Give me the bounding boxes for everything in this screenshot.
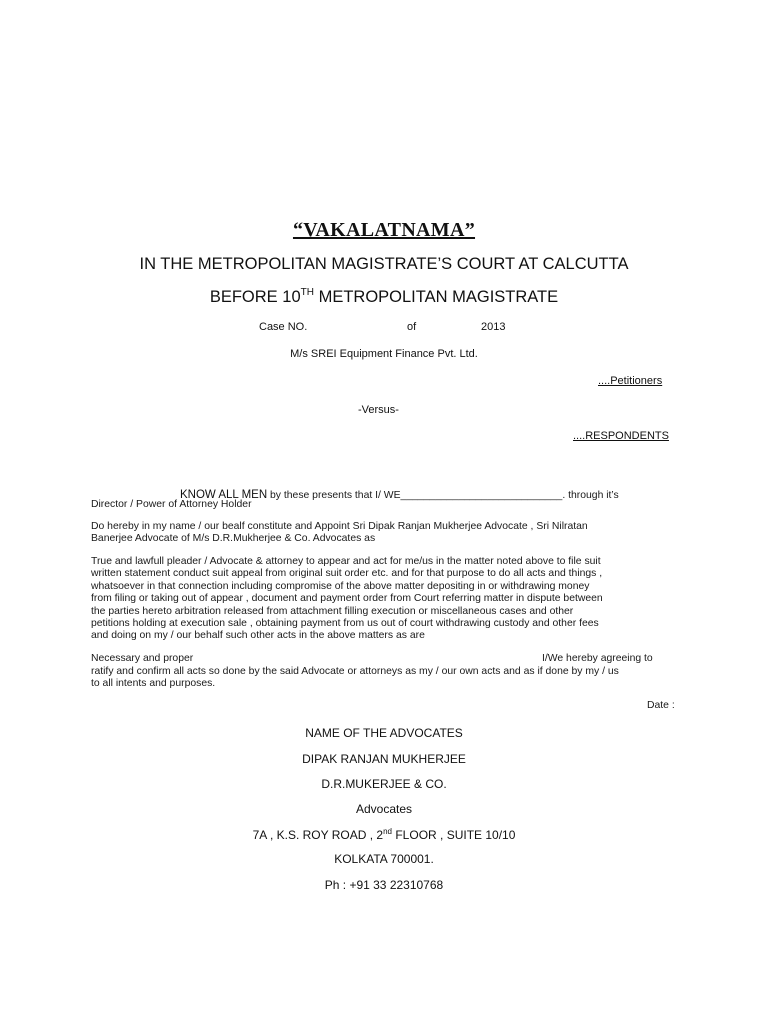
ratify-line: to all intents and purposes.	[91, 678, 216, 690]
advocates-heading: NAME OF THE ADVOCATES	[305, 726, 463, 740]
date-label: Date :	[647, 700, 675, 711]
appoint-line: Do hereby in my name / our bealf constitute and Appoint Sri Dipak Ranjan Mukherjee Advocate , Sri Nilratan	[91, 521, 588, 532]
document-title: “VAKALATNAMA”	[292, 219, 476, 241]
respondents-label: ....RESPONDENTS	[573, 430, 669, 442]
pleader-line: written statement conduct suit appeal from original suit order etc. and for that purpose to do all acts and things ,	[91, 568, 603, 580]
case-number-label: Case NO.	[259, 321, 308, 333]
pleader-line: whatsoever in that connection including compromise of the above matter depositing in or withdrawing money	[91, 580, 590, 592]
before-superscript: TH	[300, 287, 314, 298]
versus-label: -Versus-	[358, 404, 399, 416]
phone-line: Ph : +91 33 22310768	[324, 878, 444, 892]
before-suffix: METROPOLITAN MAGISTRATE	[313, 288, 559, 306]
petitioners-label: ....Petitioners	[598, 375, 663, 387]
agreeing-text: I/We hereby agreeing to	[542, 653, 653, 664]
address-suffix: FLOOR , SUITE 10/10	[392, 828, 516, 842]
ratify-paragraph	[91, 666, 681, 691]
case-of-label: of	[407, 321, 417, 333]
pleader-line: and doing on my / our behalf such other acts in the above matters as are	[91, 630, 425, 642]
pleader-line: the parties hereto arbitration released from attachment filling execution or miscellaneous cases and other	[91, 605, 574, 617]
appoint-paragraph	[91, 521, 681, 546]
firm-name: D.R.MUKERJEE & CO.	[321, 777, 447, 791]
magistrate-heading	[0, 287, 768, 307]
pleader-line: from filing or taking out of appear , document and payment order from Court referring matter in dispute between	[91, 593, 603, 605]
advocates-word: Advocates	[355, 802, 413, 816]
necessary-text: Necessary and proper	[91, 653, 194, 664]
pleader-paragraph	[91, 556, 681, 643]
court-heading: IN THE METROPOLITAN MAGISTRATE’S COURT AT CALCUTTA	[139, 255, 629, 273]
city-line: KOLKATA 700001.	[334, 852, 434, 866]
presents-text: by these presents that I/ WE____________________________. through it’s	[267, 490, 619, 501]
appoint-line: Banerjee Advocate of M/s D.R.Mukherjee & Co. Advocates as	[91, 533, 376, 545]
pleader-line: True and lawfull pleader / Advocate & attorney to appear and act for me/us in the matter noted above to file suit	[91, 556, 601, 567]
party-name: M/s SREI Equipment Finance Pvt. Ltd.	[290, 348, 478, 360]
address-superscript: nd	[383, 827, 393, 836]
pleader-line: petitions holding at execution sale , obtaining payment from us out of court withdrawing custody and other fees	[91, 618, 599, 630]
ratify-line: ratify and confirm all acts so done by the said Advocate or attorneys as my / our own acts and as if done by my / us	[91, 666, 619, 677]
director-line: Director / Power of Attorney Holder	[91, 499, 252, 510]
office-address	[0, 827, 768, 842]
before-prefix: BEFORE 10	[209, 288, 301, 306]
know-all-men-text: KNOW ALL MEN	[180, 489, 268, 501]
advocate-name: DIPAK RANJAN MUKHERJEE	[302, 752, 466, 766]
address-prefix: 7A , K.S. ROY ROAD , 2	[252, 828, 384, 842]
case-year: 2013	[481, 321, 506, 333]
